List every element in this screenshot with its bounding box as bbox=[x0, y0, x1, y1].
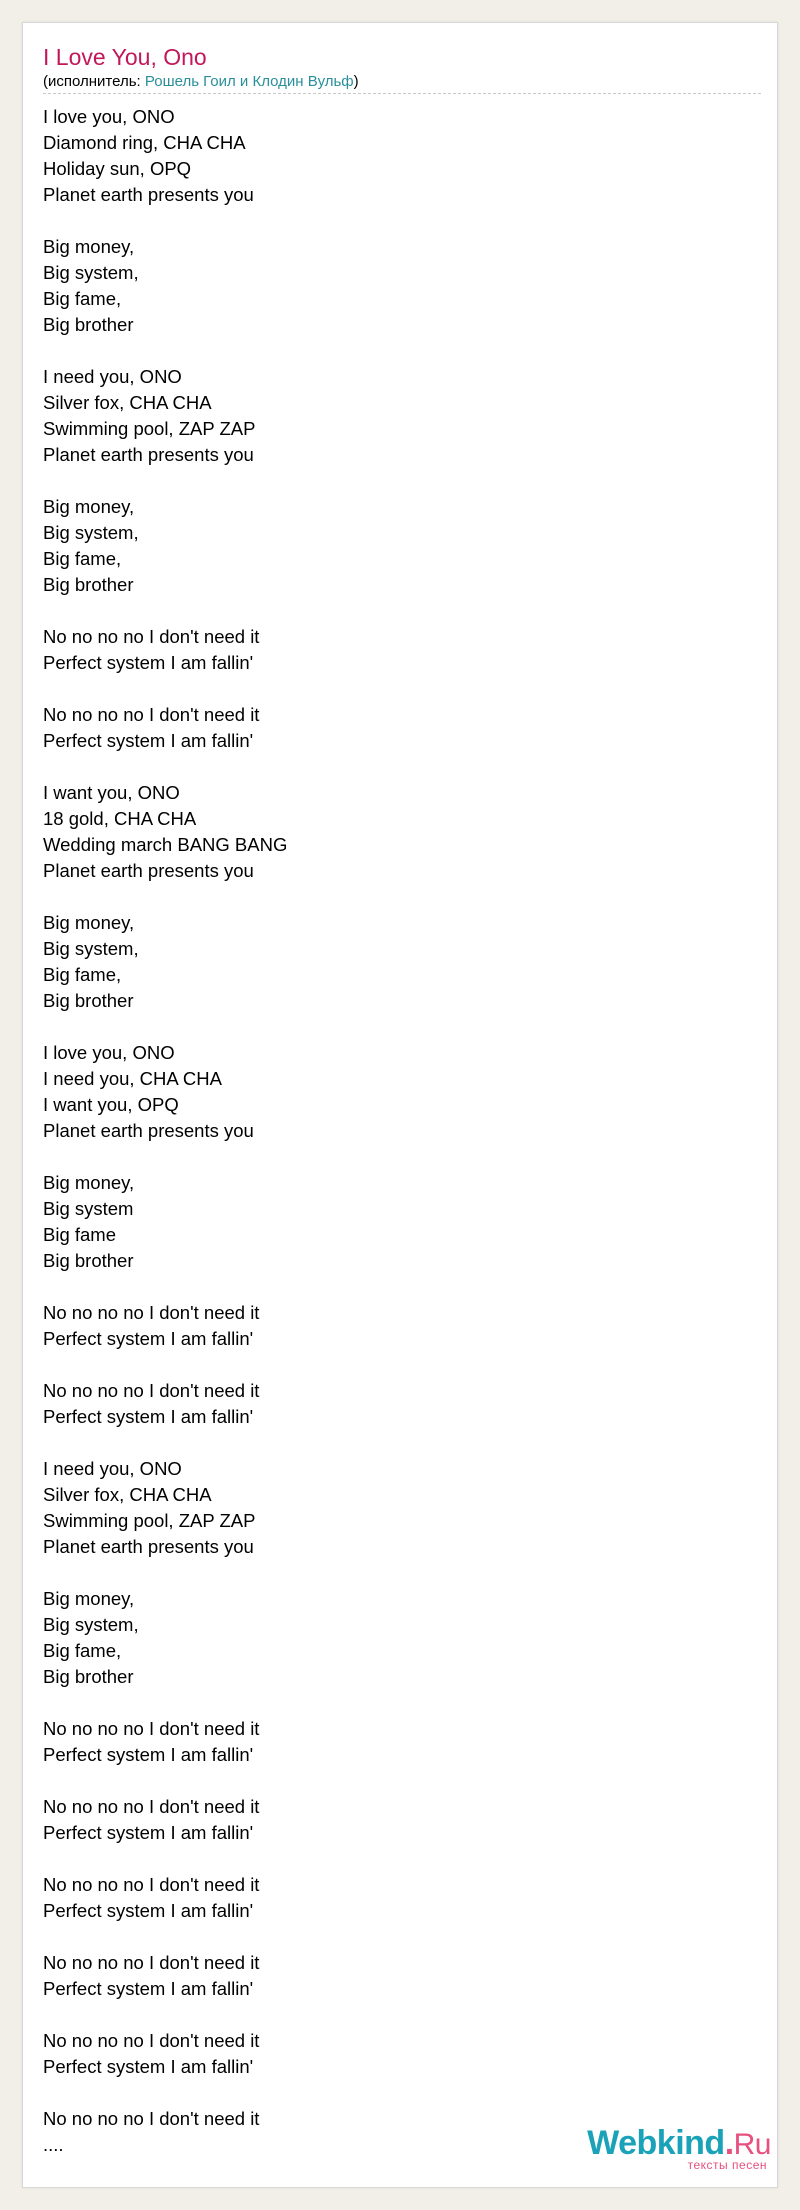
lyric-line: Perfect system I am fallin' bbox=[43, 730, 254, 751]
lyric-line: Silver fox, CHA CHA bbox=[43, 392, 212, 413]
lyric-line: I need you, CHA CHA bbox=[43, 1068, 222, 1089]
lyric-line: Swimming pool, ZAP ZAP bbox=[43, 418, 256, 439]
lyric-line: Big brother bbox=[43, 1666, 134, 1687]
lyrics-stanza bbox=[43, 1872, 743, 1924]
lyrics-stanza bbox=[43, 364, 743, 468]
lyric-line: No no no no I don't need it bbox=[43, 1718, 260, 1739]
lyric-line: I want you, ONO bbox=[43, 782, 180, 803]
lyrics-stanza bbox=[43, 1040, 743, 1144]
lyric-line: Big money, bbox=[43, 1588, 135, 1609]
lyric-line: I need you, ONO bbox=[43, 1458, 182, 1479]
lyrics-stanza bbox=[43, 2028, 743, 2080]
lyrics-stanza bbox=[43, 1716, 743, 1768]
lyric-line: No no no no I don't need it bbox=[43, 1952, 260, 1973]
lyric-line: I love you, ONO bbox=[43, 106, 175, 127]
lyrics-stanza bbox=[43, 1586, 743, 1690]
lyric-line: Holiday sun, OPQ bbox=[43, 158, 192, 179]
lyric-line: No no no no I don't need it bbox=[43, 626, 260, 647]
lyric-line: Planet earth presents you bbox=[43, 444, 254, 465]
lyric-line: Big brother bbox=[43, 574, 134, 595]
lyrics-stanza bbox=[43, 910, 743, 1014]
lyric-line: No no no no I don't need it bbox=[43, 2108, 260, 2129]
lyric-line: Perfect system I am fallin' bbox=[43, 1978, 254, 1999]
lyrics-body bbox=[43, 104, 743, 2184]
lyric-line: No no no no I don't need it bbox=[43, 1380, 260, 1401]
lyrics-stanza bbox=[43, 104, 743, 208]
lyric-line: Wedding march BANG BANG bbox=[43, 834, 288, 855]
logo-dot: . bbox=[724, 2124, 734, 2162]
logo-tagline: тексты песен bbox=[687, 2158, 767, 2172]
artist-line bbox=[43, 73, 359, 91]
lyric-line: Swimming pool, ZAP ZAP bbox=[43, 1510, 256, 1531]
lyric-line: I love you, ONO bbox=[43, 1042, 175, 1063]
lyric-line: Big system, bbox=[43, 1614, 139, 1635]
lyrics-stanza bbox=[43, 1794, 743, 1846]
title-divider bbox=[43, 93, 761, 94]
lyric-line: No no no no I don't need it bbox=[43, 704, 260, 725]
song-title: I Love You, Ono bbox=[43, 44, 207, 70]
lyric-line: Planet earth presents you bbox=[43, 860, 254, 881]
lyric-line: No no no no I don't need it bbox=[43, 1874, 260, 1895]
lyrics-stanza bbox=[43, 1170, 743, 1274]
lyric-line: Perfect system I am fallin' bbox=[43, 1328, 254, 1349]
lyric-line: Big money, bbox=[43, 496, 135, 517]
lyric-line: Planet earth presents you bbox=[43, 1120, 254, 1141]
logo-tld: Ru bbox=[733, 2128, 771, 2161]
lyric-line: Planet earth presents you bbox=[43, 1536, 254, 1557]
lyric-line: Big brother bbox=[43, 314, 134, 335]
lyric-line: Big fame, bbox=[43, 548, 122, 569]
lyric-line: Perfect system I am fallin' bbox=[43, 1406, 254, 1427]
lyric-line: Big system bbox=[43, 1198, 134, 1219]
lyric-line: Big system, bbox=[43, 522, 139, 543]
lyric-line: Big money, bbox=[43, 912, 135, 933]
lyrics-stanza bbox=[43, 1950, 743, 2002]
lyrics-stanza bbox=[43, 1456, 743, 1560]
lyric-line: Big fame, bbox=[43, 964, 122, 985]
lyrics-stanza bbox=[43, 234, 743, 338]
lyric-line: No no no no I don't need it bbox=[43, 2030, 260, 2051]
webkind-logo[interactable] bbox=[581, 2125, 771, 2173]
lyrics-stanza bbox=[43, 1378, 743, 1430]
lyrics-stanza bbox=[43, 1300, 743, 1352]
lyrics-stanza bbox=[43, 494, 743, 598]
lyric-line: Big fame, bbox=[43, 288, 122, 309]
lyric-line: Big brother bbox=[43, 1250, 134, 1271]
lyric-line: Big money, bbox=[43, 1172, 135, 1193]
logo-name: Webkind bbox=[587, 2124, 725, 2162]
lyric-line: Perfect system I am fallin' bbox=[43, 1822, 254, 1843]
lyrics-card bbox=[22, 22, 778, 2188]
lyric-line: Big system, bbox=[43, 938, 139, 959]
lyric-line: I want you, OPQ bbox=[43, 1094, 179, 1115]
lyric-line: Planet earth presents you bbox=[43, 184, 254, 205]
lyric-line: Diamond ring, CHA CHA bbox=[43, 132, 246, 153]
lyric-line: I need you, ONO bbox=[43, 366, 182, 387]
lyric-line: No no no no I don't need it bbox=[43, 1302, 260, 1323]
lyric-line: Big fame bbox=[43, 1224, 117, 1245]
lyric-line: Silver fox, CHA CHA bbox=[43, 1484, 212, 1505]
lyric-line: Perfect system I am fallin' bbox=[43, 1900, 254, 1921]
lyric-line: Big system, bbox=[43, 262, 139, 283]
lyric-line: Perfect system I am fallin' bbox=[43, 2056, 254, 2077]
lyric-line: Perfect system I am fallin' bbox=[43, 652, 254, 673]
lyrics-stanza bbox=[43, 702, 743, 754]
lyrics-stanza bbox=[43, 624, 743, 676]
lyric-line: No no no no I don't need it bbox=[43, 1796, 260, 1817]
lyric-line: Big brother bbox=[43, 990, 134, 1011]
lyric-line: Big fame, bbox=[43, 1640, 122, 1661]
lyric-line: .... bbox=[43, 2134, 64, 2155]
lyric-line: 18 gold, CHA CHA bbox=[43, 808, 197, 829]
lyrics-stanza bbox=[43, 780, 743, 884]
lyric-line: Perfect system I am fallin' bbox=[43, 1744, 254, 1765]
artist-prefix: (исполнитель: bbox=[43, 73, 145, 90]
artist-link[interactable]: Рошель Гоил и Клодин Вульф bbox=[144, 73, 354, 90]
lyric-line: Big money, bbox=[43, 236, 135, 257]
artist-suffix: ) bbox=[353, 73, 359, 90]
